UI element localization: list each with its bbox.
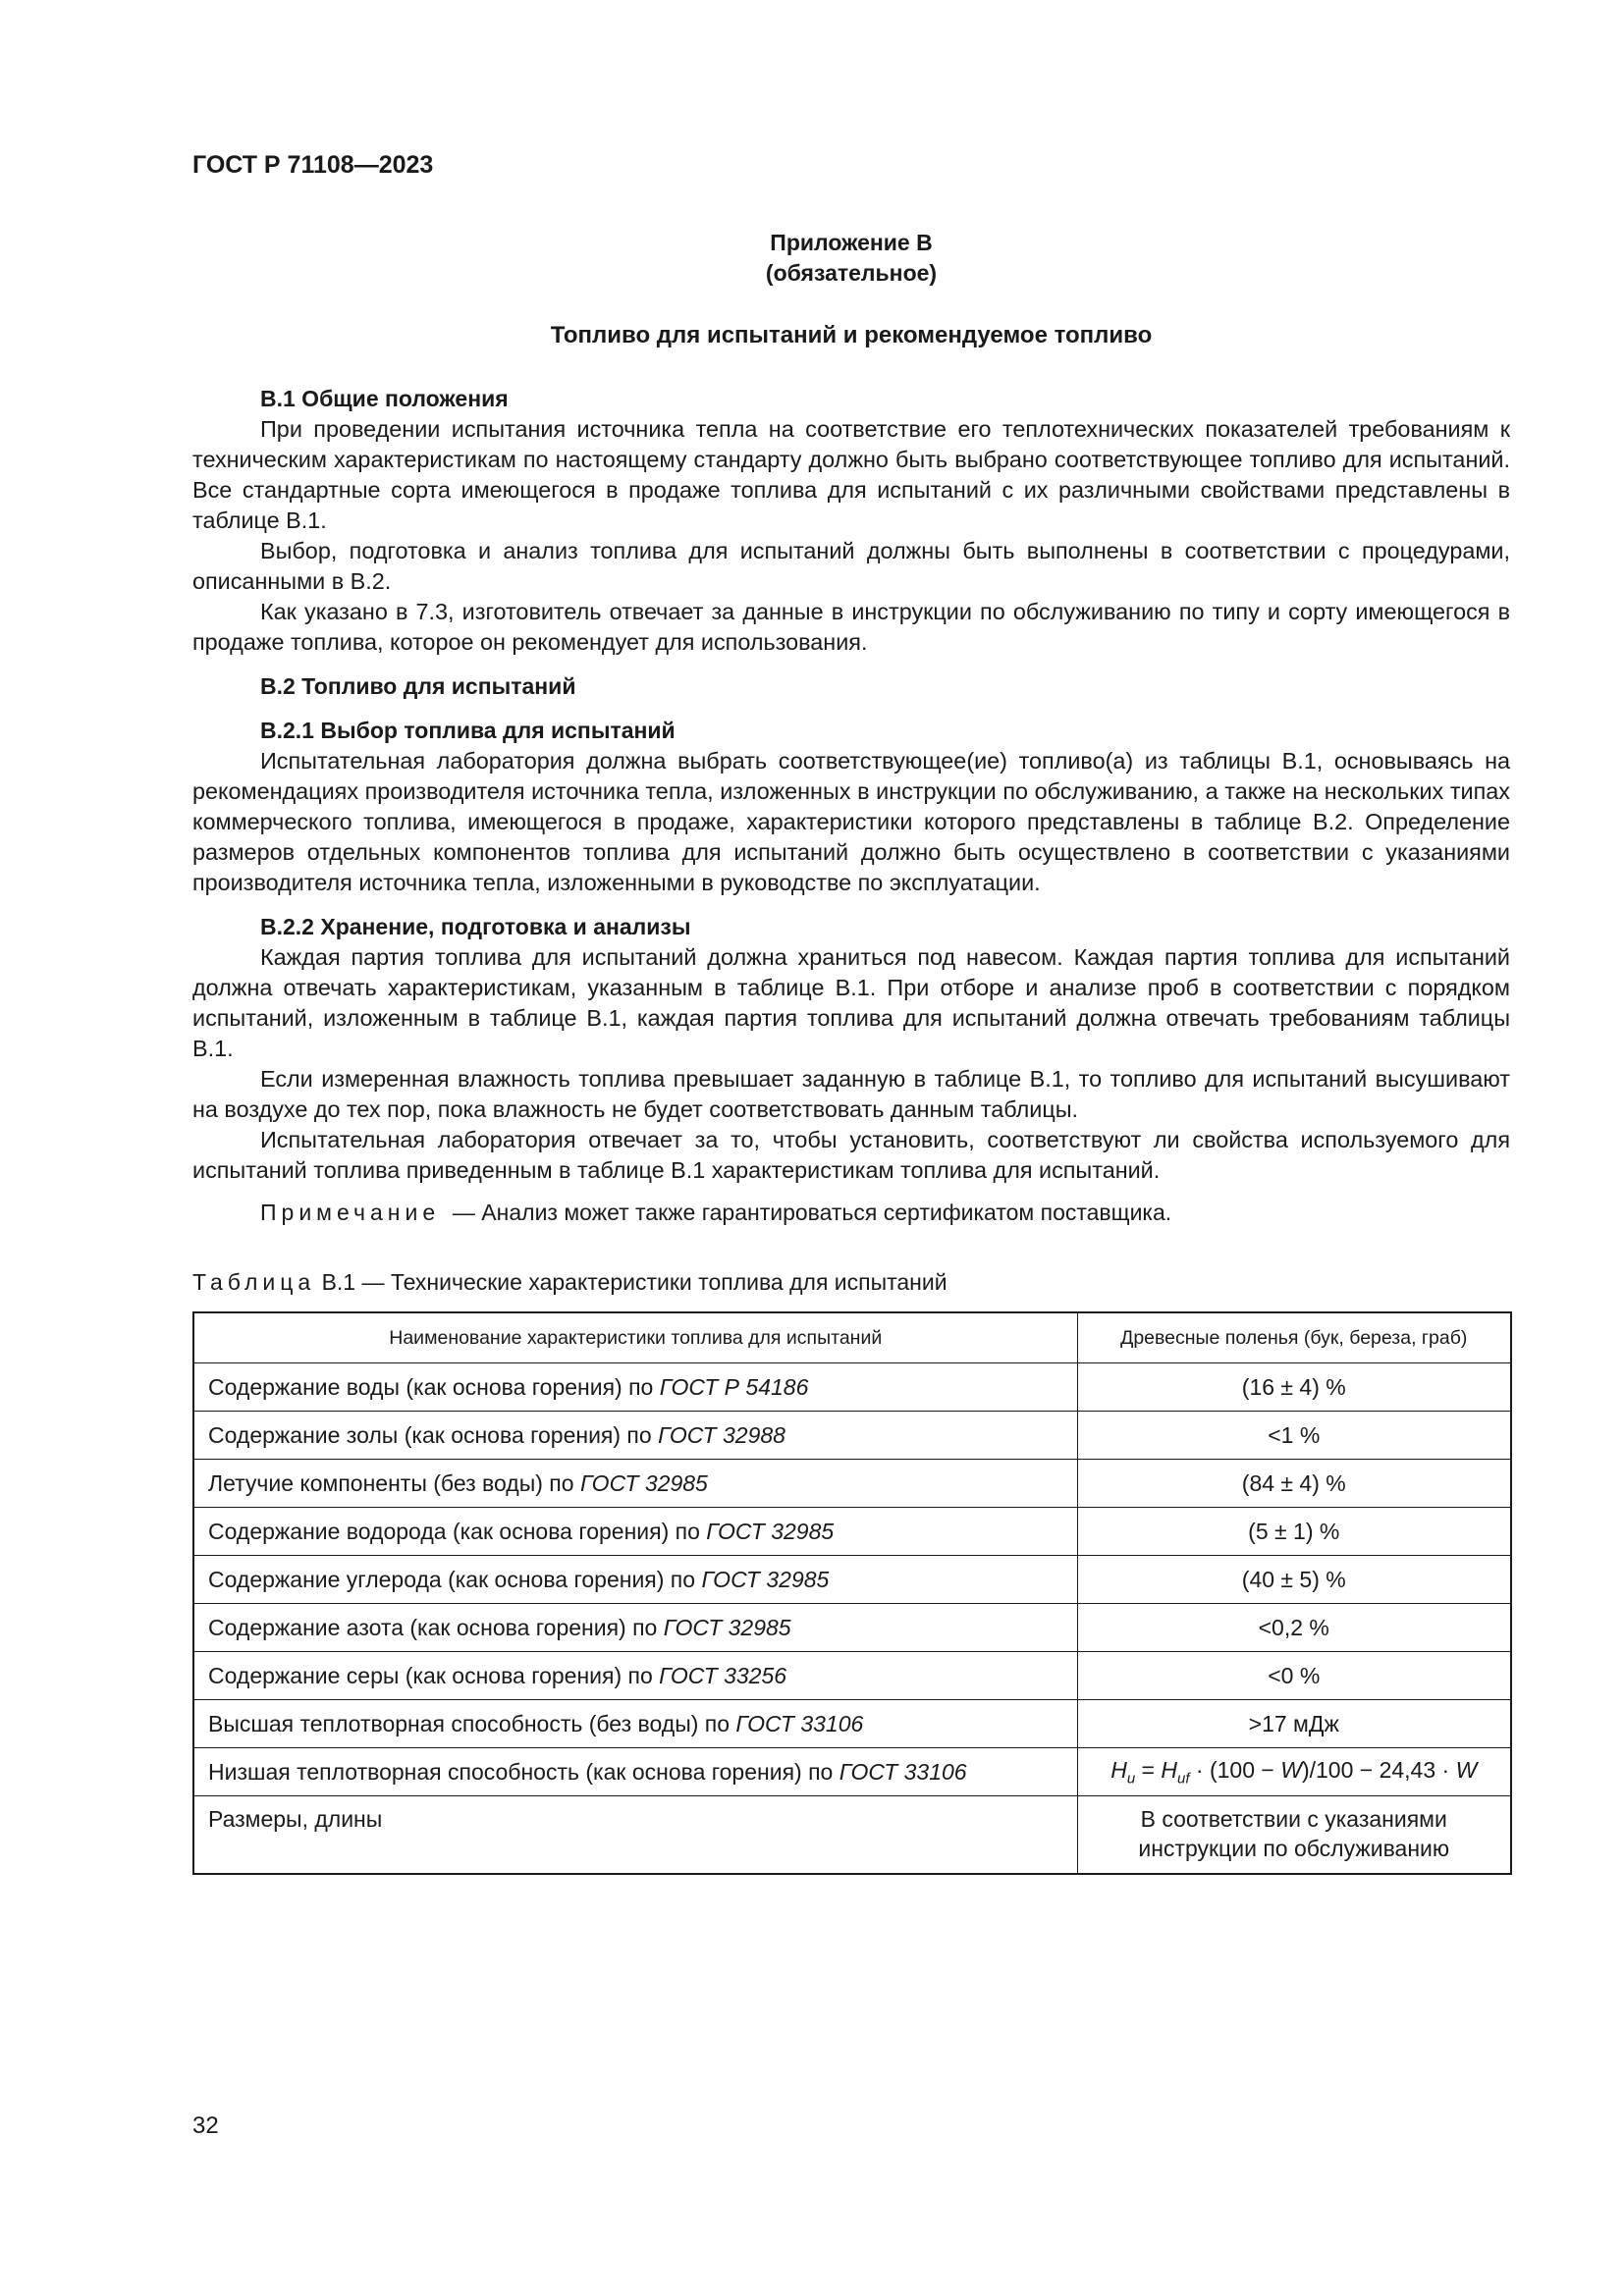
standard-ref: ГОСТ 33106 [735, 1710, 864, 1736]
formula-symbol-h: H [1110, 1756, 1127, 1783]
characteristic-name: Содержание воды (как основа горения) по [208, 1373, 654, 1400]
table-header-row [193, 1312, 1511, 1363]
table-row [193, 1700, 1511, 1748]
formula-symbol-h: H [1161, 1756, 1178, 1783]
table-row [193, 1604, 1511, 1652]
table-row [193, 1460, 1511, 1508]
standard-ref: ГОСТ 32988 [658, 1421, 785, 1448]
formula-part: · (100 − [1189, 1756, 1281, 1783]
note-text: — Анализ может также гарантироваться сертификатом поставщика. [452, 1200, 1172, 1225]
standard-ref: ГОСТ Р 54186 [659, 1373, 809, 1400]
note-label: Примечание [260, 1200, 441, 1225]
table-cell-name [193, 1363, 1077, 1412]
formula-subscript: u [1126, 1770, 1136, 1788]
formula-part: = [1135, 1756, 1162, 1783]
table-row [193, 1508, 1511, 1556]
appendix-subtitle: (обязательное) [765, 260, 938, 286]
formula-symbol-w: W [1280, 1756, 1302, 1783]
table-row [193, 1748, 1511, 1796]
table-caption-label: Таблица [192, 1269, 316, 1295]
section-b22-paragraph: Каждая партия топлива для испытаний должна храниться под навесом. Каждая партия топлива для испытаний должна отвечать характеристикам, указанным в таблице В.1. При отборе и анализе проб в соответствии с порядком испытаний, изложенным в таблице В.1, каждая партия топлива для испытаний должна отвечать требованиям таблицы В.1. [192, 944, 1510, 1061]
formula-part: )/100 − 24,43 · [1301, 1756, 1456, 1783]
section-b1-title: В.1 Общие положения [260, 386, 509, 411]
note [192, 1198, 1510, 1228]
fuel-spec-table [192, 1311, 1512, 1875]
table-cell-value: <0,2 % [1077, 1604, 1511, 1652]
section-b1-paragraph: При проведении испытания источника тепла на соответствие его теплотехнических показателей требованиям к техническим характеристикам по настоящему стандарту должно быть выбрано соответствующее топливо для испытаний. Все стандартные сорта имеющегося в продаже топлива для испытаний с их различными свойствами представлены в таблице В.1. [192, 416, 1510, 533]
table-row [193, 1796, 1511, 1875]
characteristic-name: Высшая теплотворная способность (без воды) по [208, 1710, 731, 1736]
table-cell-name [193, 1508, 1077, 1556]
table-cell-value: >17 мДж [1077, 1700, 1511, 1748]
characteristic-name: Низшая теплотворная способность (как основа горения) по [208, 1758, 834, 1785]
table-cell-name [193, 1604, 1077, 1652]
standard-ref: ГОСТ 33256 [659, 1662, 787, 1688]
section-b22-title: В.2.2 Хранение, подготовка и анализы [260, 914, 691, 939]
section-b2-title: В.2 Топливо для испытаний [260, 673, 576, 699]
table-header-cell: Древесные поленья (бук, береза, граб) [1077, 1312, 1511, 1363]
appendix-title: Приложение В [770, 230, 933, 255]
table-cell-name [193, 1652, 1077, 1700]
table-cell-value: (84 ± 4) % [1077, 1460, 1511, 1508]
formula-subscript: uf [1177, 1770, 1190, 1788]
table-caption-text: В.1 — Технические характеристики топлива для испытаний [321, 1269, 947, 1295]
section-b21-paragraph: Испытательная лаборатория должна выбрать соответствующее(ие) топливо(а) из таблицы В.1, основываясь на рекомендациях производителя источника тепла, изложенных в инструкции по обслуживанию, а также на нескольких типах коммерческого топлива, имеющегося в продаже, характеристики которого представлены в таблице В.2. Определение размеров отдельных компонентов топлива для испытаний должно быть осуществлено в соответствии с указаниями производителя источника тепла, изложенными в руководстве по эксплуатации. [192, 748, 1510, 895]
section-b21-title: В.2.1 Выбор топлива для испытаний [260, 718, 676, 743]
table-row [193, 1652, 1511, 1700]
characteristic-name: Летучие компоненты (без воды) по [208, 1469, 574, 1496]
table-cell-name [193, 1748, 1077, 1796]
table-cell-name [193, 1796, 1077, 1875]
characteristic-name: Содержание углерода (как основа горения) по [208, 1566, 696, 1592]
table-row [193, 1363, 1511, 1412]
section-b22-paragraph: Испытательная лаборатория отвечает за то, чтобы установить, соответствуют ли свойства используемого для испытаний топлива приведенным в таблице В.1 характеристикам топлива для испытаний. [192, 1127, 1510, 1183]
characteristic-name: Содержание золы (как основа горения) по [208, 1421, 652, 1448]
standard-ref: ГОСТ 32985 [701, 1566, 830, 1592]
table-cell-value: <0 % [1077, 1652, 1511, 1700]
table-cell-value: (5 ± 1) % [1077, 1508, 1511, 1556]
table-cell-name [193, 1460, 1077, 1508]
standard-ref: ГОСТ 32985 [663, 1614, 791, 1640]
table-cell-name [193, 1700, 1077, 1748]
characteristic-name: Содержание водорода (как основа горения) по [208, 1518, 700, 1544]
net-calorific-formula [1077, 1748, 1511, 1796]
characteristic-name: Содержание серы (как основа горения) по [208, 1662, 653, 1688]
table-cell-value: (40 ± 5) % [1077, 1556, 1511, 1604]
table-cell-value: В соответствии с указаниями инструкции по обслуживанию [1077, 1796, 1511, 1875]
section-b1-paragraph: Выбор, подготовка и анализ топлива для испытаний должны быть выполнены в соответствии с процедурами, описанными в В.2. [192, 538, 1510, 594]
standard-ref: ГОСТ 32985 [706, 1518, 835, 1544]
formula-symbol-w: W [1455, 1756, 1478, 1783]
table-cell-value: (16 ± 4) % [1077, 1363, 1511, 1412]
table-header-cell: Наименование характеристики топлива для испытаний [193, 1312, 1077, 1363]
table-row [193, 1556, 1511, 1604]
page-content [192, 228, 1510, 1875]
standard-ref: ГОСТ 32985 [579, 1469, 708, 1496]
appendix-heading: Топливо для испытаний и рекомендуемое топливо [550, 322, 1153, 348]
table-cell-name [193, 1412, 1077, 1460]
standard-ref: ГОСТ 33106 [839, 1758, 967, 1785]
table-cell-name [193, 1556, 1077, 1604]
section-b22-paragraph: Если измеренная влажность топлива превышает заданную в таблице В.1, то топливо для испытаний высушивают на воздухе до тех пор, пока влажность не будет соответствовать данным таблицы. [192, 1066, 1510, 1122]
table-cell-value: <1 % [1077, 1412, 1511, 1460]
characteristic-name: Размеры, длины [208, 1806, 383, 1832]
table-caption [192, 1267, 1510, 1298]
page-number: 32 [192, 2112, 219, 2139]
table-row [193, 1412, 1511, 1460]
characteristic-name: Содержание азота (как основа горения) по [208, 1614, 658, 1640]
section-b1-paragraph: Как указано в 7.3, изготовитель отвечает за данные в инструкции по обслуживанию по типу и сорту имеющегося в продаже топлива, которое он рекомендует для использования. [192, 599, 1510, 655]
document-header: ГОСТ Р 71108—2023 [192, 151, 434, 179]
